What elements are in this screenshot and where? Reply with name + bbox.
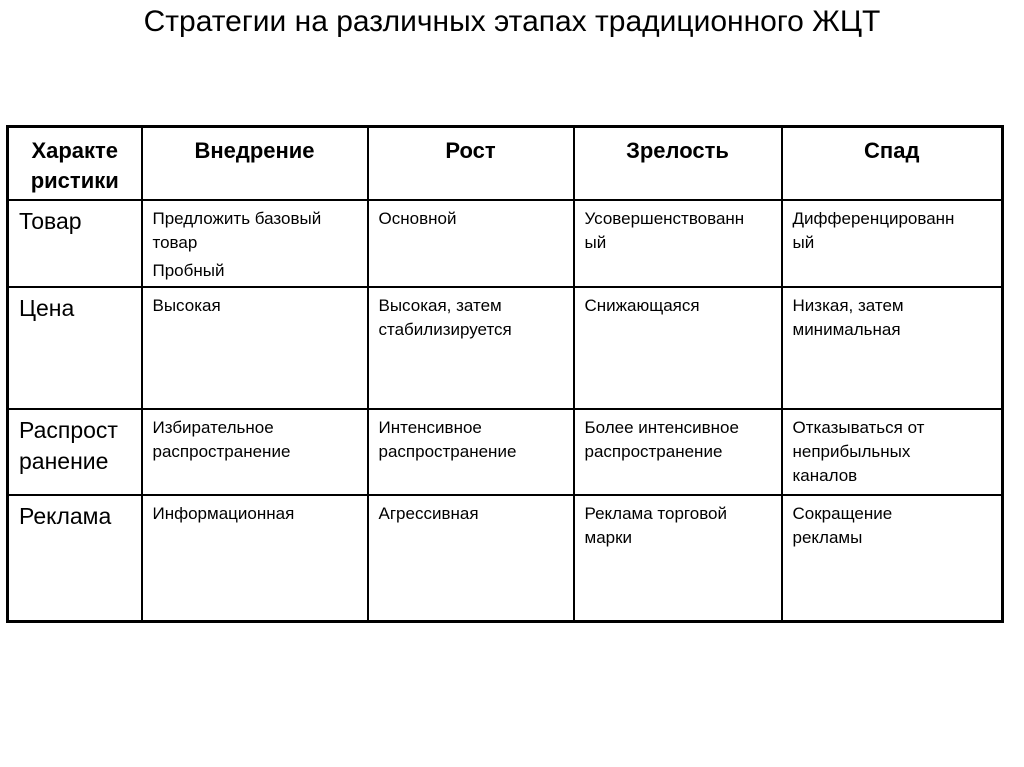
cell-distribution-growth [368,409,574,495]
row-label-advertising: Реклама [8,495,142,622]
cell-line: Предложить базовый [152,208,322,228]
cell-price-decline [782,287,1003,409]
cell-advertising-decline [782,495,1003,622]
cell-price-maturity [574,287,782,409]
cell-line: распространение [584,441,723,461]
header-stage-decline: Спад [782,127,1003,200]
cell-line: Реклама торговой [584,503,727,523]
cell-product-introduction [142,200,368,287]
strategy-table [6,125,1004,623]
table-row-product [8,200,1003,287]
cell-line: Агрессивная [378,503,479,523]
cell-line: Высокая [152,295,221,315]
cell-distribution-maturity [574,409,782,495]
cell-line: Дифференцированн [792,208,955,228]
row-label-price: Цена [8,287,142,409]
cell-distribution-introduction [142,409,368,495]
cell-line: Пробный [152,260,225,280]
cell-line: ый [584,232,607,252]
table-row-distribution [8,409,1003,495]
cell-line: товар [152,232,198,252]
cell-line: Отказываться от [792,417,925,437]
cell-line: стабилизируется [378,319,512,339]
row-label-distribution-line2: ранение [19,447,109,474]
cell-line: Избирательное [152,417,274,437]
strategy-table-container [6,125,1001,620]
table-header-row [8,127,1003,200]
row-label-product: Товар [8,200,142,287]
cell-line: распространение [378,441,517,461]
cell-line: неприбыльных [792,441,911,461]
cell-line: каналов [792,465,858,485]
cell-distribution-decline [782,409,1003,495]
header-characteristics-line1: Характе [31,138,119,163]
cell-line: Низкая, затем [792,295,904,315]
cell-line: Усовершенствованн [584,208,745,228]
cell-line: Основной [378,208,457,228]
cell-line: Высокая, затем [378,295,502,315]
cell-price-growth [368,287,574,409]
cell-line: минимальная [792,319,901,339]
cell-advertising-growth [368,495,574,622]
cell-line: Снижающаяся [584,295,700,315]
cell-product-growth [368,200,574,287]
cell-product-decline [782,200,1003,287]
cell-line: рекламы [792,527,863,547]
table-row-advertising [8,495,1003,622]
header-stage-maturity: Зрелость [574,127,782,200]
cell-line: марки [584,527,633,547]
cell-line: Интенсивное [378,417,482,437]
header-stage-introduction: Внедрение [142,127,368,200]
cell-line: ый [792,232,815,252]
cell-line: Сокращение [792,503,893,523]
cell-line: Более интенсивное [584,417,739,437]
cell-advertising-introduction [142,495,368,622]
cell-line: распространение [152,441,291,461]
cell-advertising-maturity [574,495,782,622]
cell-product-maturity [574,200,782,287]
header-stage-growth: Рост [368,127,574,200]
row-label-distribution [8,409,142,495]
cell-line: Информационная [152,503,295,523]
row-label-distribution-line1: Распрост [19,416,118,443]
table-row-price [8,287,1003,409]
cell-price-introduction [142,287,368,409]
header-characteristics [8,127,142,200]
slide-title: Стратегии на различных этапах традиционного ЖЦТ [143,5,881,38]
header-characteristics-line2: ристики [30,168,119,193]
